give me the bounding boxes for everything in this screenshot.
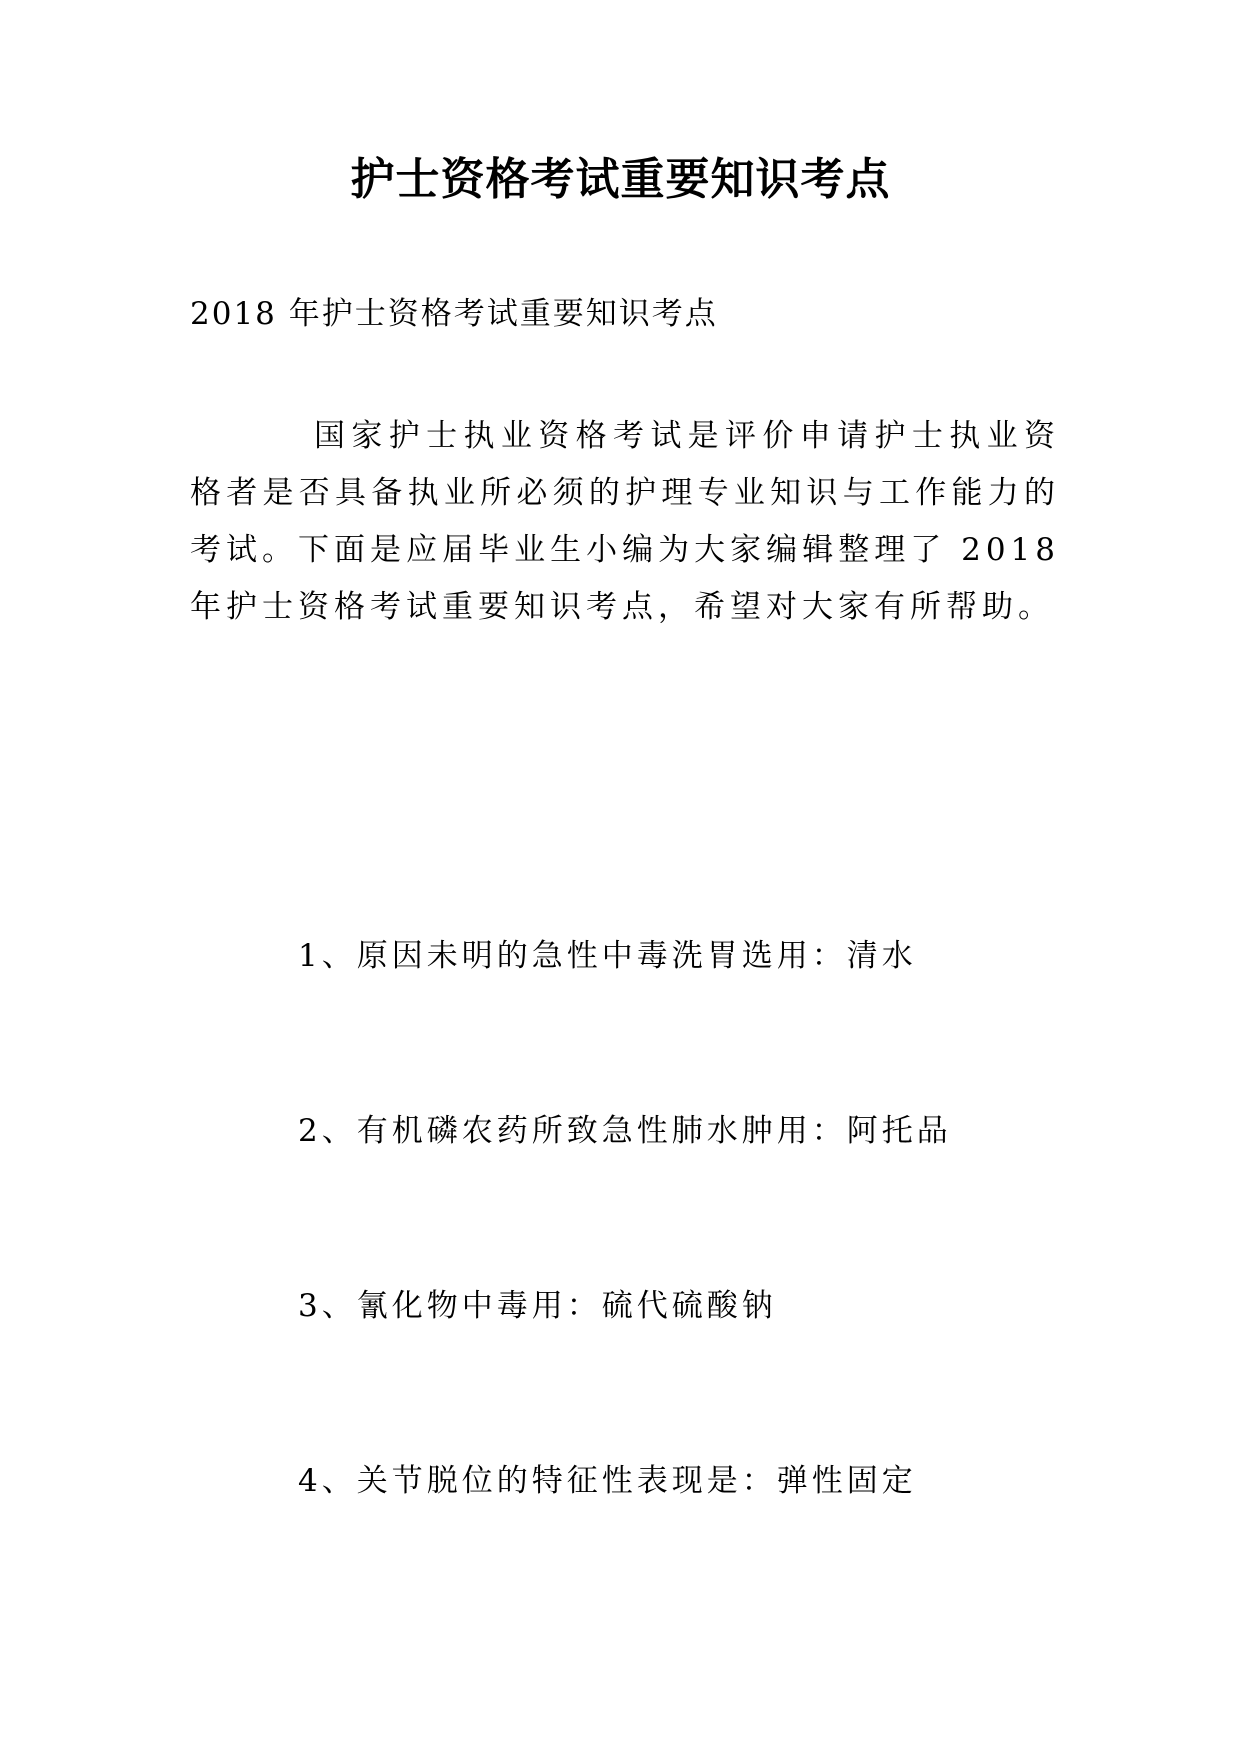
knowledge-point: 3、氰化物中毒用：硫代硫酸钠 — [298, 1288, 777, 1324]
document-title: 护士资格考试重要知识考点 — [350, 154, 891, 205]
knowledge-point: 1、原因未明的急性中毒洗胃选用：清水 — [298, 938, 917, 974]
intro-paragraph: 国家护士执业资格考试是评价申请护士执业资格者是否具备执业所必须的护理专业知识与工作能力的考试。下面是应届毕业生小编为大家编辑整理了 2018 年护士资格考试重要知识考点，希望对大家有所帮助。 — [190, 418, 1060, 625]
knowledge-point: 2、有机磷农药所致急性肺水肿用：阿托品 — [298, 1113, 952, 1149]
document-subtitle: 2018 年护士资格考试重要知识考点 — [190, 296, 718, 332]
knowledge-point: 4、关节脱位的特征性表现是：弹性固定 — [298, 1463, 917, 1499]
